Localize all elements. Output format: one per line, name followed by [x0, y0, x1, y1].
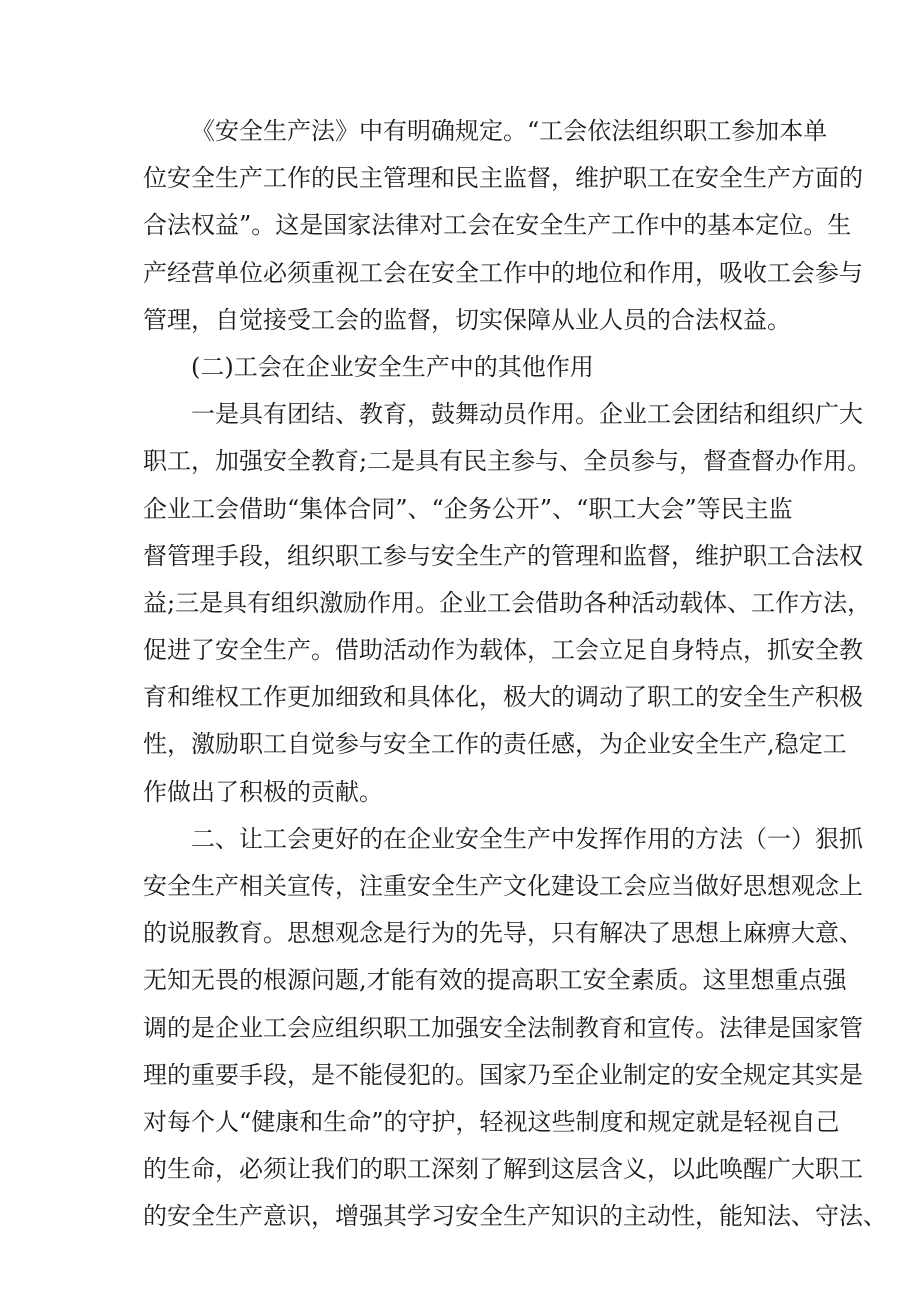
text-line: 合法权益”。这是国家法律对工会在安全生产工作中的基本定位。生 [143, 211, 852, 240]
paragraph-union-roles [143, 391, 872, 816]
text-line: 作做出了积极的贡献。 [143, 777, 383, 806]
text-line: 无知无畏的根源问题,才能有效的提高职工安全素质。这里想重点强 [143, 966, 847, 995]
paragraph-safety-law [143, 108, 863, 344]
text-line: 益;三是具有组织激励作用。企业工会借助各种活动载体、工作方法， [143, 588, 872, 617]
text-line: 职工，加强安全教育;二是具有民主参与、全员参与，督查督办作用。 [143, 447, 872, 476]
text-line: 一是具有团结、教育，鼓舞动员作用。企业工会团结和组织广大 [191, 400, 863, 429]
text-line: 育和维权工作更加细致和具体化，极大的调动了职工的安全生产积极 [143, 683, 863, 712]
text-line: 安全生产相关宣传，注重安全生产文化建设工会应当做好思想观念上 [143, 872, 863, 900]
text-line: 的生命，必须让我们的职工深刻了解到这层含义，以此唤醒广大职工 [143, 1155, 863, 1184]
text-line: 企业工会借助“集体合同”、“企务公开”、“职工大会”等民主监 [143, 494, 793, 523]
text-line: 《安全生产法》中有明确规定。“工会依法组织职工参加本单 [191, 117, 828, 145]
heading-line: (二)工会在企业安全生产中的其他作用 [191, 352, 594, 381]
text-line: 促进了安全生产。借助活动作为载体，工会立足自身特点，抓安全教 [143, 636, 863, 665]
section-heading-other-roles [143, 344, 783, 391]
text-line: 督管理手段，组织职工参与安全生产的管理和监督，维护职工合法权 [143, 541, 863, 570]
text-line: 二、让工会更好的在企业安全生产中发挥作用的方法（一）狠抓 [191, 824, 863, 853]
text-line: 调的是企业工会应组织职工加强安全法制教育和宣传。法律是国家管 [143, 1013, 863, 1042]
text-line: 对每个人“健康和生命”的守护，轻视这些制度和规定就是轻视自己 [143, 1107, 840, 1136]
text-line: 的安全生产意识，增强其学习安全生产知识的主动性，能知法、守法、 [143, 1202, 887, 1231]
text-line: 性，激励职工自觉参与安全工作的责任感，为企业安全生产,稳定工 [143, 730, 847, 759]
text-line: 位安全生产工作的民主管理和民主监督，维护职工在安全生产方面的 [143, 164, 863, 193]
text-line: 产经营单位必须重视工会在安全工作中的地位和作用，吸收工会参与 [143, 258, 863, 287]
text-line: 管理，自觉接受工会的监督，切实保障从业人员的合法权益。 [143, 305, 791, 334]
text-line: 的说服教育。思想观念是行为的先导，只有解决了思想上麻痹大意、 [143, 919, 863, 948]
paragraph-methods [143, 816, 887, 1241]
document-body [143, 108, 887, 1241]
text-line: 理的重要手段，是不能侵犯的。国家乃至企业制定的安全规定其实是 [143, 1060, 863, 1089]
